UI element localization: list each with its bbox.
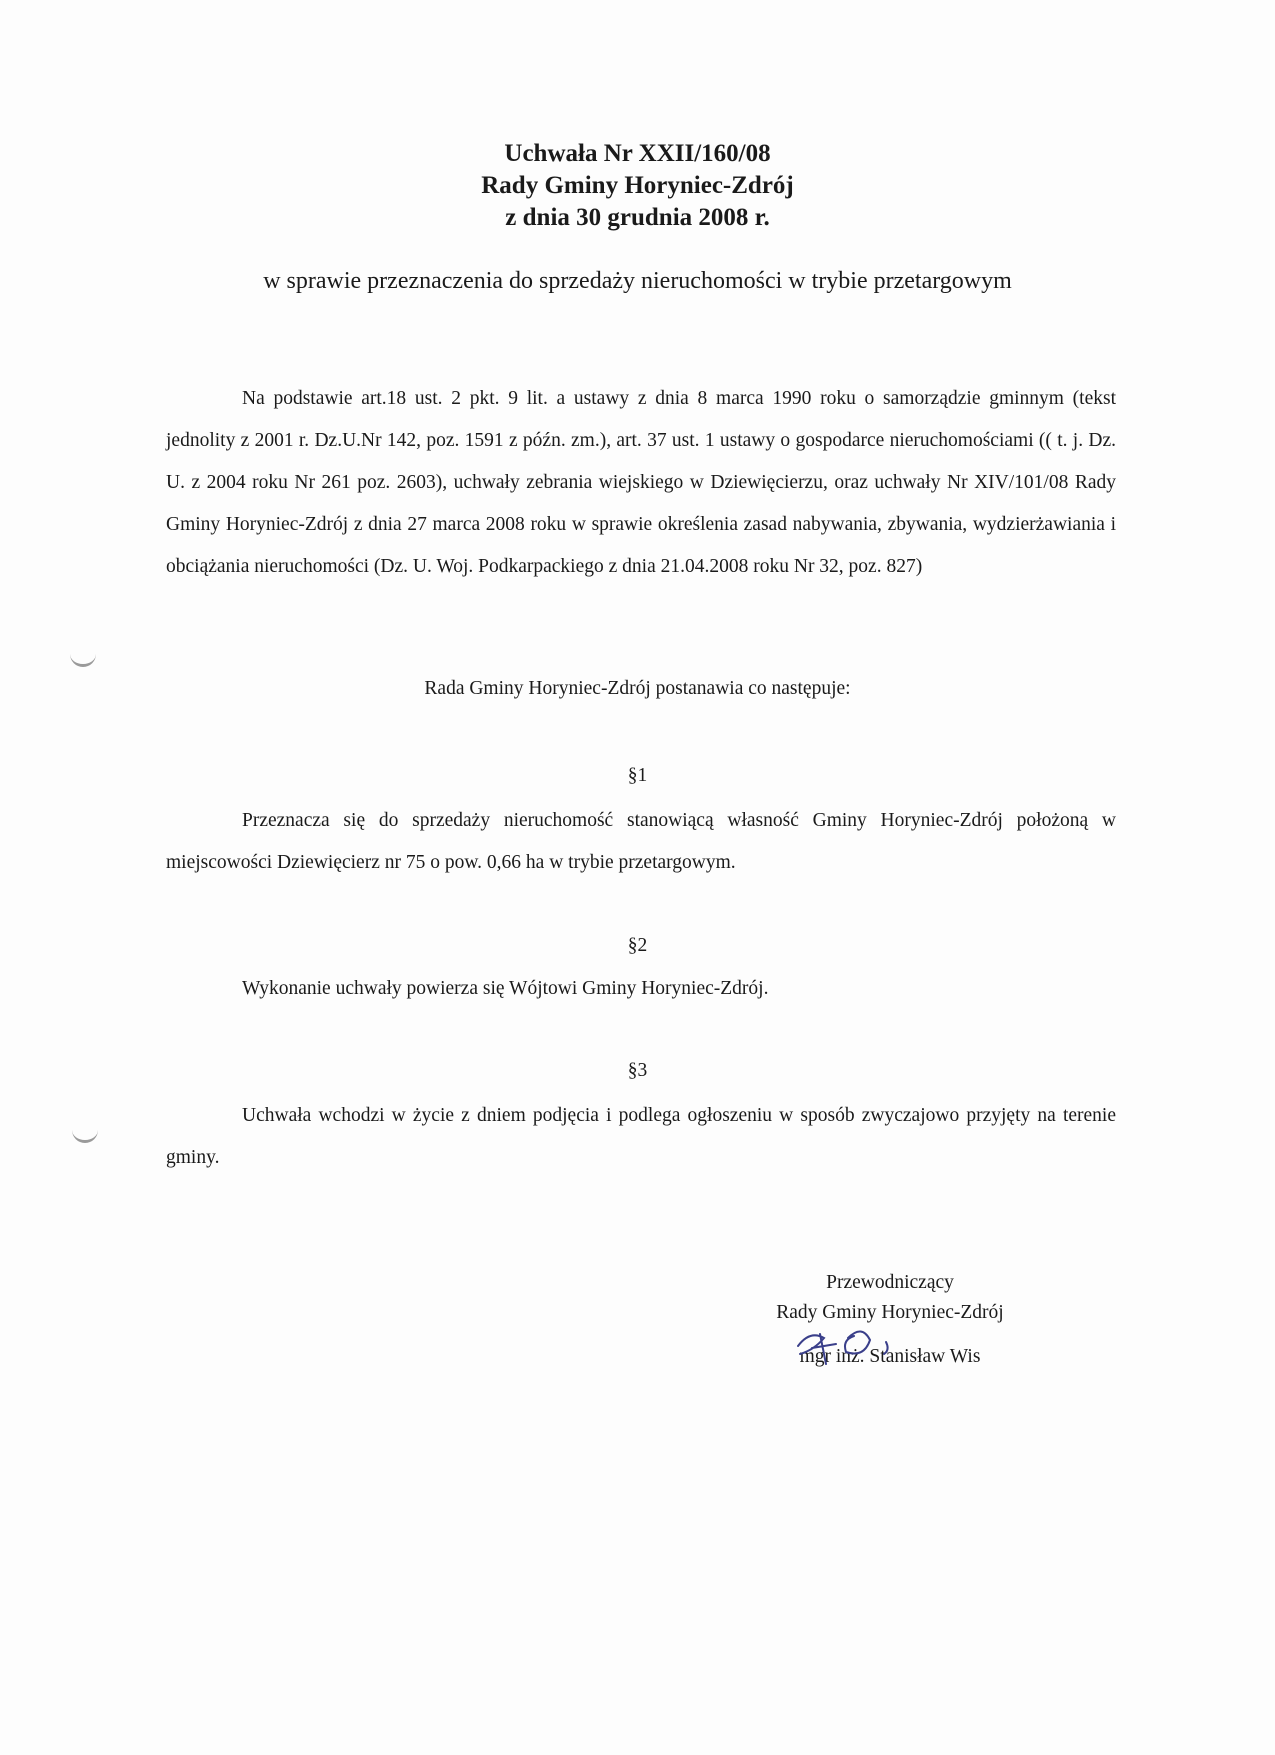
council-name: Rady Gminy Horyniec-Zdrój bbox=[481, 172, 794, 199]
punch-hole-mark bbox=[70, 648, 96, 667]
signatory-role: Przewodniczący bbox=[826, 1272, 954, 1293]
resolution-title bbox=[0, 138, 1275, 234]
handwritten-signature bbox=[790, 1324, 940, 1370]
section-body-2: Wykonanie uchwały powierza się Wójtowi Gminy Horyniec-Zdrój. bbox=[242, 978, 769, 999]
section-mark-3: §3 bbox=[627, 1060, 648, 1081]
section-mark-1: §1 bbox=[627, 765, 648, 786]
punch-hole-mark bbox=[72, 1124, 98, 1143]
legal-basis-text: Na podstawie art.18 ust. 2 pkt. 9 lit. a ustawy z dnia 8 marca 1990 roku o samorządzie gminnym (tekst jednolity z 2001 r. Dz.U.Nr 142, poz. 1591 z późn. zm.), art. 37 ust. 1 ustawy o gospodarce nieruchomościami (( t. j. Dz. U. z 2004 roku Nr 261 poz. 2603), uchwały zebrania wiejskiego w Dziewięcierzu, oraz uchwały Nr XIV/101/08 Rady Gminy Horyniec-Zdrój z dnia 27 marca 2008 roku w sprawie określenia zasad nabywania, zbywania, wydzierżawiania i obciążania nieruchomości (Dz. U. Woj. Podkarpackiego z dnia 21.04.2008 roku Nr 32, poz. 827) bbox=[166, 388, 1116, 577]
section-text-2 bbox=[166, 968, 1116, 1010]
section-body-1: Przeznacza się do sprzedaży nieruchomość stanowiącą własność Gminy Horyniec-Zdrój położoną w miejscowości Dziewięcierz nr 75 o pow. 0,66 ha w trybie przetargowym. bbox=[166, 810, 1116, 873]
signature-block bbox=[720, 1268, 1060, 1372]
section-body-3: Uchwała wchodzi w życie z dniem podjęcia i podlega ogłoszeniu w sposób zwyczajowo przyjęty na terenie gminy. bbox=[166, 1105, 1116, 1168]
legal-basis bbox=[166, 378, 1116, 588]
section-mark-2: §2 bbox=[627, 935, 648, 956]
signatory-body: Rady Gminy Horyniec-Zdrój bbox=[776, 1302, 1004, 1323]
section-text-1 bbox=[166, 800, 1116, 884]
resolution-subject: w sprawie przeznaczenia do sprzedaży nieruchomości w trybie przetargowym bbox=[263, 268, 1012, 294]
section-text-3 bbox=[166, 1095, 1116, 1179]
resolution-date: z dnia 30 grudnia 2008 r. bbox=[505, 204, 770, 231]
resolution-number: Uchwała Nr XXII/160/08 bbox=[504, 140, 771, 167]
signatory-name: mgr inż. Stanisław Wis bbox=[799, 1346, 981, 1367]
council-decides: Rada Gminy Horyniec-Zdrój postanawia co następuje: bbox=[424, 678, 851, 699]
